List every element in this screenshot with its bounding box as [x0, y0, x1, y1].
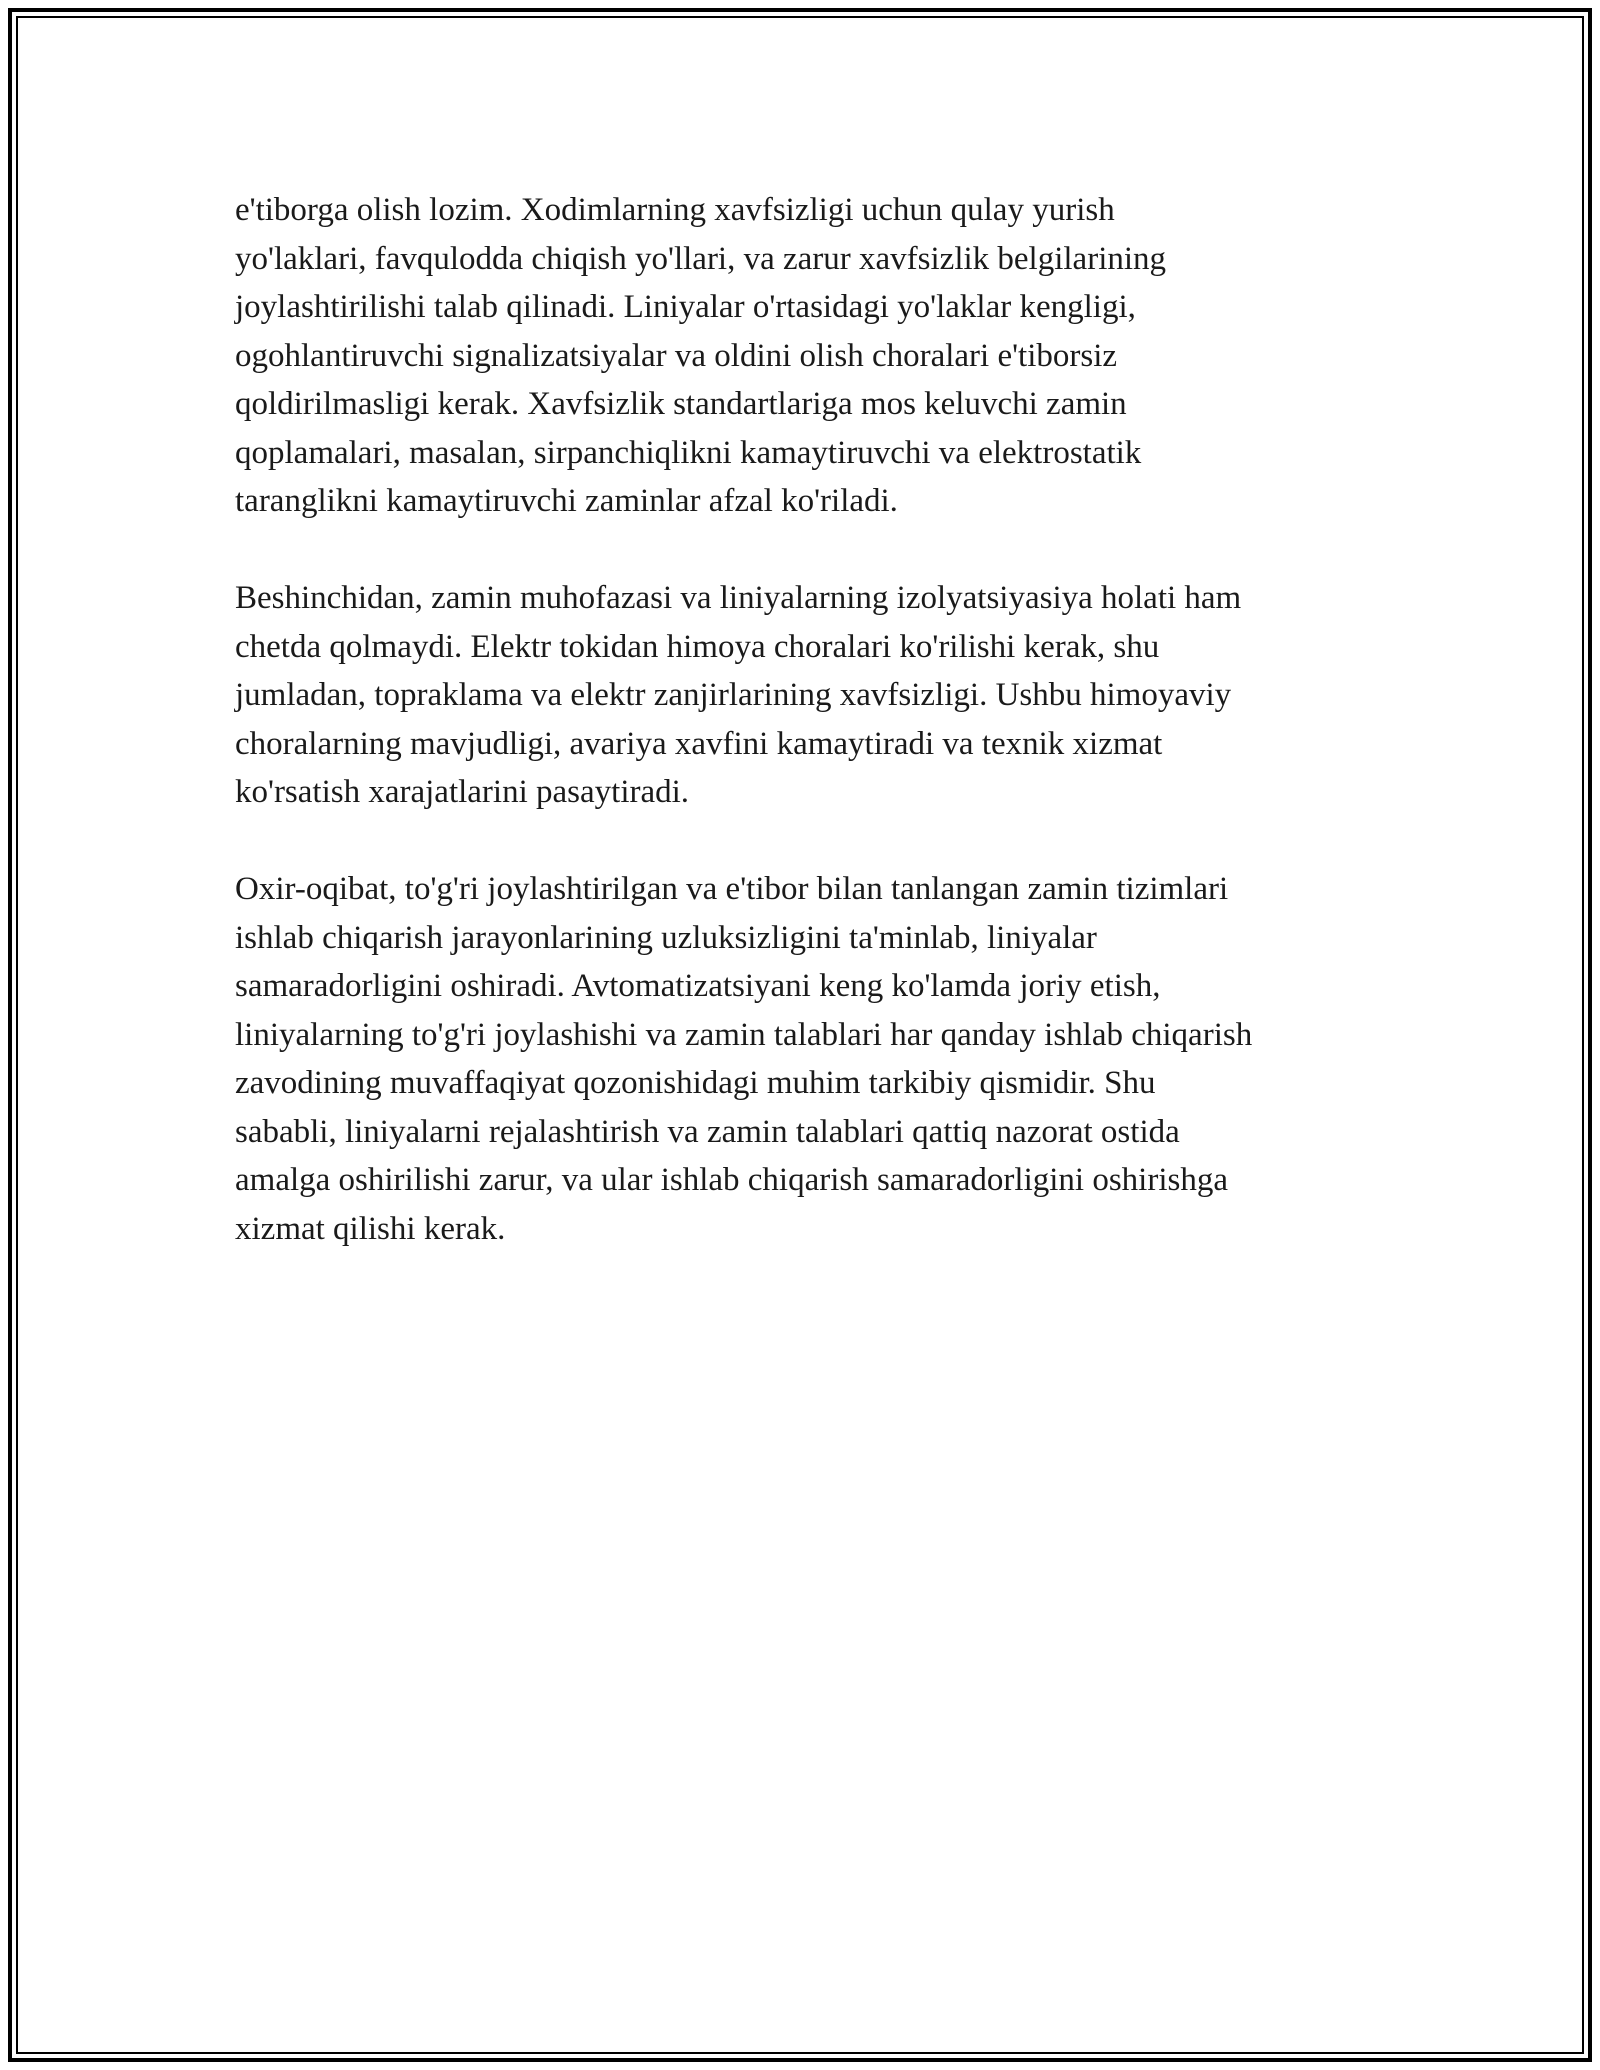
text-line: xizmat qilishi kerak. [235, 1210, 506, 1247]
paragraph-2 [235, 574, 1385, 817]
paragraph-3 [235, 865, 1385, 1253]
text-line: e'tiborga olish lozim. Xodimlarning xavfsizligi uchun qulay yurish [235, 192, 1115, 228]
text-line: ko'rsatish xarajatlarini pasaytiradi. [235, 774, 690, 810]
text-line: sababli, liniyalarni rejalashtirish va zamin talablari qattiq nazorat ostida [235, 1113, 1180, 1150]
text-line: ogohlantiruvchi signalizatsiyalar va oldini olish choralari e'tiborsiz [235, 337, 1118, 374]
text-line: Beshinchidan, zamin muhofazasi va liniyalarning izolyatsiyasiya holati ham [235, 580, 1242, 616]
text-line: jumladan, topraklama va elektr zanjirlarining xavfsizligi. Ushbu himoyaviy [235, 677, 1232, 713]
text-line: amalga oshirilishi zarur, va ular ishlab chiqarish samaradorligini oshirishga [235, 1162, 1228, 1198]
text-line: joylashtirilishi talab qilinadi. Liniyalar o'rtasidagi yo'laklar kengligi, [235, 289, 1136, 325]
text-line: liniyalarning to'g'ri joylashishi va zamin talablari har qanday ishlab chiqarish [235, 1016, 1253, 1053]
text-line: samaradorligini oshiradi. Avtomatizatsiyani keng ko'lamda joriy etish, [235, 968, 1161, 1004]
text-line: zavodining muvaffaqiyat qozonishidagi muhim tarkibiy qismidir. Shu [235, 1065, 1156, 1101]
text-line: choralarning mavjudligi, avariya xavfini kamaytiradi va texnik xizmat [235, 725, 1163, 762]
text-line: taranglikni kamaytiruvchi zaminlar afzal ko'riladi. [235, 483, 898, 519]
text-line: qoldirilmasligi kerak. Xavfsizlik standartlariga mos keluvchi zamin [235, 386, 1127, 422]
text-line: yo'laklari, favqulodda chiqish yo'llari, va zarur xavfsizlik belgilarining [235, 240, 1167, 277]
text-line: ishlab chiqarish jarayonlarining uzluksizligini ta'minlab, liniyalar [235, 919, 1097, 956]
text-line: qoplamalari, masalan, sirpanchiqlikni kamaytiruvchi va elektrostatik [235, 434, 1142, 471]
paragraph-1 [235, 186, 1385, 526]
text-line: Oxir-oqibat, to'g'ri joylashtirilgan va e'tibor bilan tanlangan zamin tizimlari [235, 871, 1229, 907]
document-body [235, 186, 1385, 1302]
text-line: chetda qolmaydi. Elektr tokidan himoya choralari ko'rilishi kerak, shu [235, 628, 1160, 665]
